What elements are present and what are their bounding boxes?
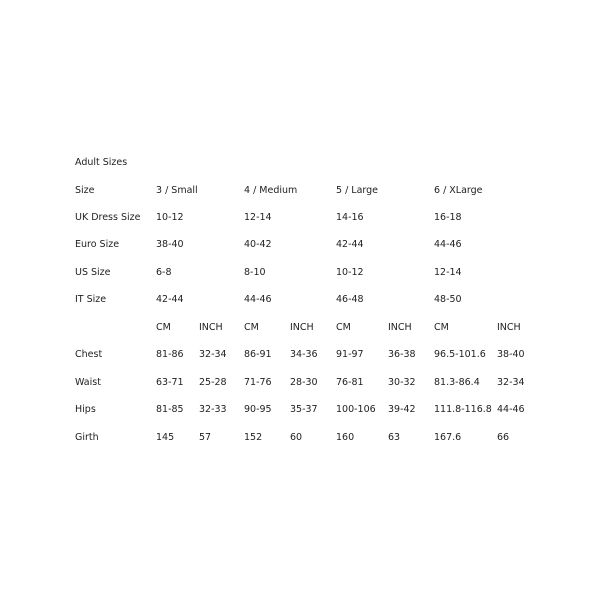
- size-row: [0, 184, 600, 198]
- unit-header: INCH: [290, 322, 314, 333]
- table-cell: 63: [388, 432, 401, 443]
- unit-header: INCH: [388, 322, 412, 333]
- table-row: [0, 266, 600, 280]
- table-cell: 14-16: [336, 212, 364, 223]
- table-cell: 32-34: [497, 377, 525, 388]
- size-header: 6 / XLarge: [434, 185, 483, 196]
- table-cell: 32-34: [199, 349, 227, 360]
- table-title: Adult Sizes: [75, 157, 128, 168]
- size-header: 3 / Small: [156, 185, 198, 196]
- table-cell: 30-32: [388, 377, 416, 388]
- table-cell: 63-71: [156, 377, 184, 388]
- table-cell: 36-38: [388, 349, 416, 360]
- unit-header: INCH: [199, 322, 223, 333]
- table-cell: 111.8-116.8: [434, 404, 492, 415]
- table-cell: 8-10: [244, 267, 266, 278]
- table-cell: 48-50: [434, 294, 462, 305]
- unit-header: CM: [244, 322, 259, 333]
- unit-header: CM: [336, 322, 351, 333]
- row-label: Girth: [75, 432, 99, 443]
- table-cell: 71-76: [244, 377, 272, 388]
- table-cell: 66: [497, 432, 510, 443]
- unit-header: INCH: [497, 322, 521, 333]
- unit-header: CM: [156, 322, 171, 333]
- table-cell: 38-40: [156, 239, 184, 250]
- table-row: [0, 403, 600, 417]
- table-cell: 96.5-101.6: [434, 349, 486, 360]
- table-cell: 40-42: [244, 239, 272, 250]
- table-cell: 86-91: [244, 349, 272, 360]
- unit-header: CM: [434, 322, 449, 333]
- table-cell: 44-46: [497, 404, 525, 415]
- unit-header-row: [0, 321, 600, 335]
- row-label: US Size: [75, 267, 111, 278]
- table-cell: 10-12: [336, 267, 364, 278]
- table-row: [0, 431, 600, 445]
- table-cell: 160: [336, 432, 355, 443]
- table-cell: 25-28: [199, 377, 227, 388]
- table-cell: 12-14: [244, 212, 272, 223]
- row-label: Chest: [75, 349, 103, 360]
- table-row: [0, 293, 600, 307]
- table-cell: 46-48: [336, 294, 364, 305]
- table-cell: 76-81: [336, 377, 364, 388]
- table-cell: 167.6: [434, 432, 462, 443]
- table-cell: 81-86: [156, 349, 184, 360]
- table-cell: 100-106: [336, 404, 376, 415]
- table-cell: 57: [199, 432, 212, 443]
- row-label: Euro Size: [75, 239, 120, 250]
- size-header: 5 / Large: [336, 185, 379, 196]
- table-cell: 42-44: [336, 239, 364, 250]
- table-cell: 32-33: [199, 404, 227, 415]
- table-row: [0, 348, 600, 362]
- table-cell: 28-30: [290, 377, 318, 388]
- table-cell: 145: [156, 432, 175, 443]
- table-cell: 34-36: [290, 349, 318, 360]
- table-row: [0, 238, 600, 252]
- table-row: [0, 376, 600, 390]
- table-cell: 16-18: [434, 212, 462, 223]
- table-cell: 152: [244, 432, 263, 443]
- table-cell: 38-40: [497, 349, 525, 360]
- row-label: IT Size: [75, 294, 107, 305]
- table-cell: 39-42: [388, 404, 416, 415]
- table-cell: 35-37: [290, 404, 318, 415]
- row-label: Waist: [75, 377, 101, 388]
- table-cell: 91-97: [336, 349, 364, 360]
- table-cell: 6-8: [156, 267, 172, 278]
- table-cell: 12-14: [434, 267, 462, 278]
- table-cell: 44-46: [244, 294, 272, 305]
- row-label: UK Dress Size: [75, 212, 141, 223]
- table-cell: 81-85: [156, 404, 184, 415]
- table-cell: 60: [290, 432, 303, 443]
- row-label: Hips: [75, 404, 96, 415]
- table-cell: 90-95: [244, 404, 272, 415]
- table-row: [0, 211, 600, 225]
- row-label: Size: [75, 185, 95, 196]
- table-cell: 10-12: [156, 212, 184, 223]
- table-cell: 44-46: [434, 239, 462, 250]
- table-cell: 81.3-86.4: [434, 377, 480, 388]
- table-cell: 42-44: [156, 294, 184, 305]
- size-header: 4 / Medium: [244, 185, 298, 196]
